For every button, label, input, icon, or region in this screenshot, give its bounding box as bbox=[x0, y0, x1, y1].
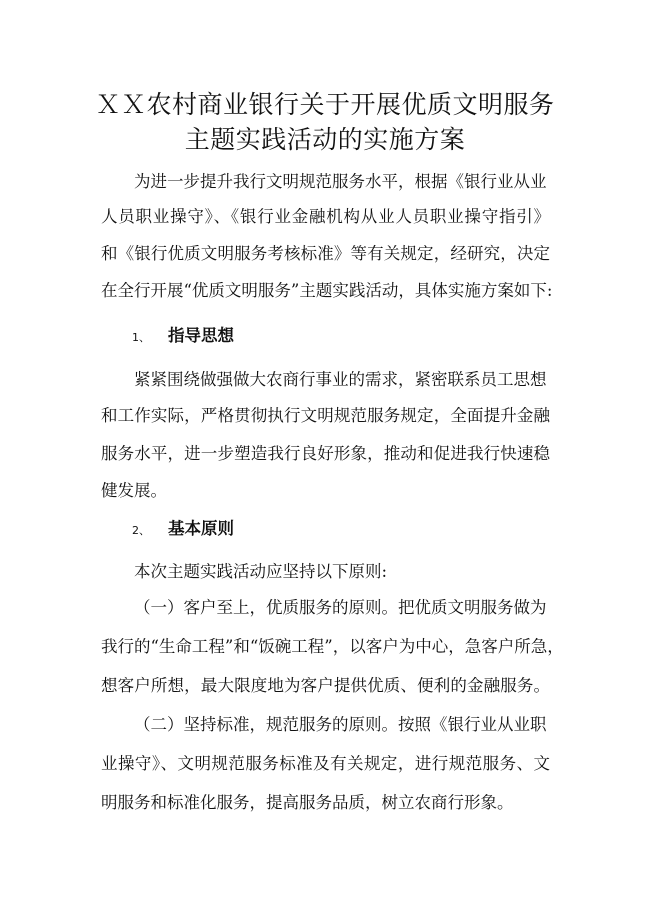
document-title-line-2: 主题实践活动的实施方案 bbox=[184, 125, 466, 154]
section-1-number: 1、 bbox=[132, 331, 150, 344]
section-2-heading bbox=[132, 518, 234, 542]
principle-1-line-3: 想客户所想，最大限度地为客户提供优质、便利的金融服务。 bbox=[101, 676, 550, 695]
section-2-number: 2、 bbox=[132, 524, 150, 537]
section-2-intro: 本次主题实践活动应坚持以下原则: bbox=[134, 562, 388, 581]
principle-2-line-3: 明服务和标准化服务，提高服务品质，树立农商行形象。 bbox=[101, 793, 514, 812]
section-1-title: 指导思想 bbox=[168, 326, 234, 345]
section-1-line-3: 服务水平，进一步塑造我行良好形象，推动和促进我行快速稳 bbox=[101, 444, 550, 463]
intro-line-1: 为进一步提升我行文明规范服务水平，根据《银行业从业 bbox=[134, 172, 547, 191]
intro-line-4: 在全行开展“优质文明服务”主题实践活动，具体实施方案如下: bbox=[101, 281, 553, 300]
section-2-title: 基本原则 bbox=[168, 519, 234, 538]
intro-line-3: 和《银行优质文明服务考核标准》等有关规定，经研究，决定 bbox=[101, 244, 550, 263]
principle-2-line-1: （二）坚持标准，规范服务的原则。按照《银行业从业职 bbox=[134, 715, 547, 734]
document-title-line-1: ＸＸ农村商业银行关于开展优质文明服务 bbox=[95, 90, 555, 119]
intro-line-2: 人员职业操守》、《银行业金融机构从业人员职业操守指引》 bbox=[101, 207, 550, 226]
section-1-line-1: 紧紧围绕做强做大农商行事业的需求，紧密联系员工思想 bbox=[134, 370, 547, 389]
section-1-heading bbox=[132, 325, 234, 349]
principle-2-line-2: 业操守》、文明规范服务标准及有关规定，进行规范服务、文 bbox=[101, 754, 550, 773]
principle-1-line-1: （一）客户至上，优质服务的原则。把优质文明服务做为 bbox=[134, 598, 547, 617]
principle-1-line-2: 我行的“生命工程”和“饭碗工程”，以客户为中心，急客户所急， bbox=[101, 637, 564, 656]
section-1-line-4: 健发展。 bbox=[101, 481, 167, 500]
section-1-line-2: 和工作实际，严格贯彻执行文明规范服务规定，全面提升金融 bbox=[101, 406, 550, 425]
